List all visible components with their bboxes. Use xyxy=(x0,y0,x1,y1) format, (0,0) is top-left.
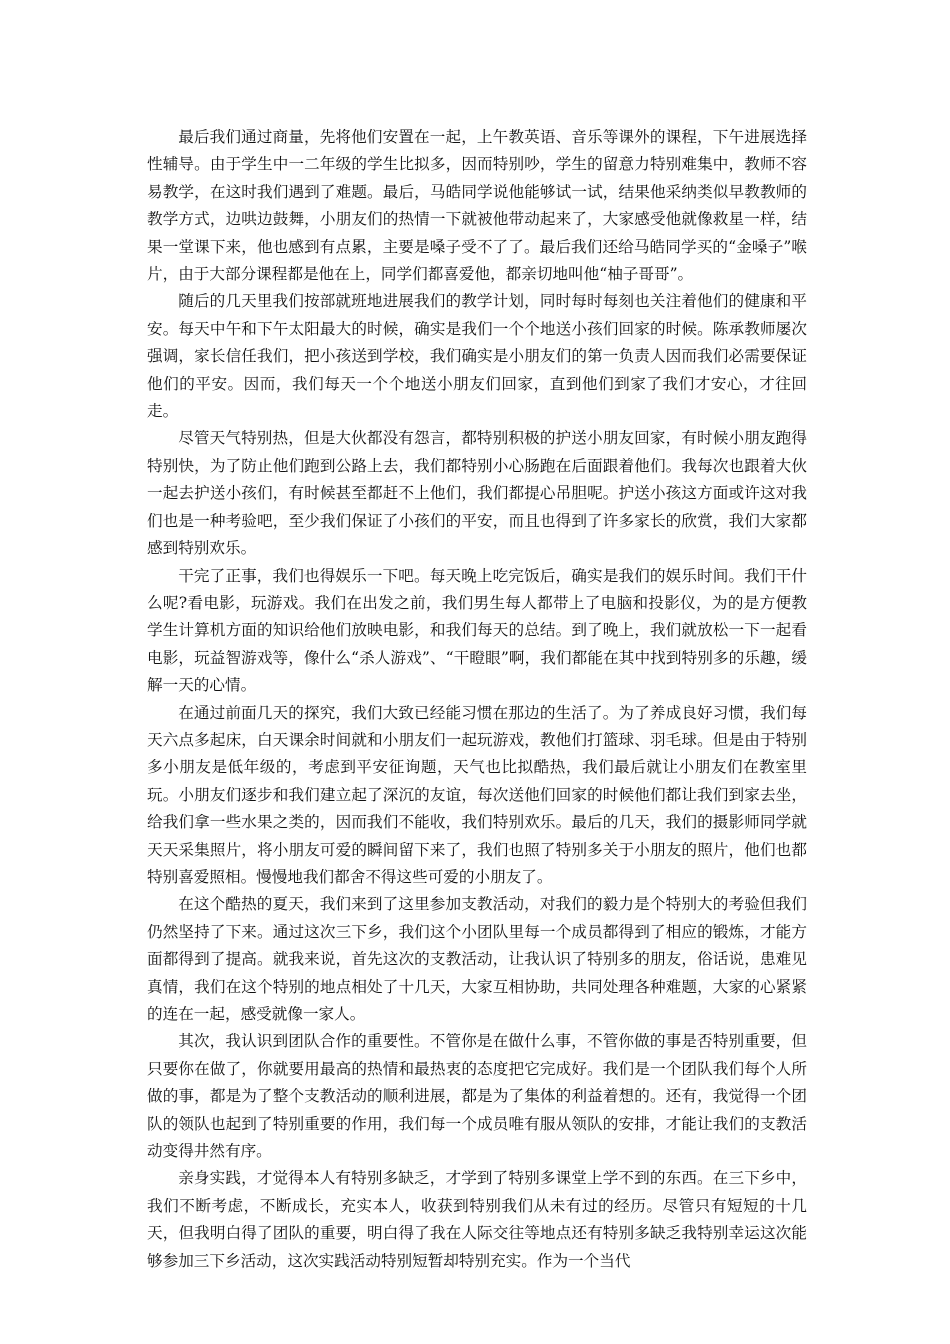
paragraph-5: 在通过前面几天的探究，我们大致已经能习惯在那边的生活了。为了养成良好习惯，我们每天六点多起床，白天课余时间就和小朋友们一起玩游戏，教他们打篮球、羽毛球。但是由于特别多小朋友是低年级的，考虑到平安征询题，天气也比拟酷热，我们最后就让小朋友们在教室里玩。小朋友们逐步和我们建立起了深沉的友谊，每次送他们回家的时候他们都让我们到家去坐，给我们拿一些水果之类的，因而我们不能收，我们特别欢乐。最后的几天，我们的摄影师同学就天天采集照片，将小朋友可爱的瞬间留下来了，我们也照了特别多关于小朋友的照片，他们也都特别喜爱照相。慢慢地我们都舍不得这些可爱的小朋友了。 xyxy=(147,703,807,886)
paragraph-2: 随后的几天里我们按部就班地进展我们的教学计划，同时每时每刻也关注着他们的健康和平安。每天中午和下午太阳最大的时候，确实是我们一个个地送小孩们回家的时候。陈承教师屡次强调，家长信任我们，把小孩送到学校，我们确实是小朋友们的第一负责人因而我们必需要保证他们的平安。因而，我们每天一个个地送小朋友们回家，直到他们到家了我们才安心，才往回走。 xyxy=(147,292,807,421)
paragraph-6: 在这个酷热的夏天，我们来到了这里参加支教活动，对我们的毅力是个特别大的考验但我们仍然坚持了下来。通过这次三下乡，我们这个小团队里每一个成员都得到了相应的锻炼，才能方面都得到了提高。就我来说，首先这次的支教活动，让我认识了特别多的朋友，俗话说，患难见真情，我们在这个特别的地点相处了十几天，大家互相协助，共同处理各种难题，大家的心紧紧的连在一起，感受就像一家人。 xyxy=(147,895,807,1023)
paragraph-1: 最后我们通过商量，先将他们安置在一起，上午教英语、音乐等课外的课程，下午进展选择性辅导。由于学生中一二年级的学生比拟多，因而特别吵，学生的留意力特别难集中，教师不容易教学，在这时我们遇到了难题。最后，马皓同学说他能够试一试，结果他采纳类似早教教师的教学方式，边哄边鼓舞，小朋友们的热情一下就被他带动起来了，大家感受他就像救星一样，结果一堂课下来，他也感到有点累，主要是嗓子受不了了。最后我们还给马皓同学买的“金嗓子”喉片，由于大部分课程都是他在上，同学们都喜爱他，都亲切地叫他“柚子哥哥”。 xyxy=(147,128,807,284)
paragraph-3: 尽管天气特别热，但是大伙都没有怨言，都特别积极的护送小朋友回家，有时候小朋友跑得特别快，为了防止他们跑到公路上去，我们都特别小心肠跑在后面跟着他们。我每次也跟着大伙一起去护送小孩们，有时候甚至都赶不上他们，我们都提心吊胆呢。护送小孩这方面或许这对我们也是一种考验吧，至少我们保证了小孩们的平安，而且也得到了许多家长的欣赏，我们大家都感到特别欢乐。 xyxy=(147,429,807,558)
paragraph-7: 其次，我认识到团队合作的重要性。不管你是在做什么事，不管你做的事是否特别重要，但只要你在做了，你就要用最高的热情和最热衷的态度把它完成好。我们是一个团队我们每个人所做的事，都是为了整个支教活动的顺利进展，都是为了集体的利益着想的。还有，我觉得一个团队的领队也起到了特别重要的作用，我们每一个成员唯有服从领队的安排，才能让我们的支教活动变得井然有序。 xyxy=(147,1032,807,1161)
document-page xyxy=(147,124,807,1275)
paragraph-4: 干完了正事，我们也得娱乐一下吧。每天晚上吃完饭后，确实是我们的娱乐时间。我们干什么呢?看电影，玩游戏。我们在出发之前，我们男生每人都带上了电脑和投影仪，为的是方便教学生计算机方面的知识给他们放映电影，和我们每天的总结。到了晚上，我们就放松一下一起看电影，玩益智游戏等，像什么“杀人游戏”、“干瞪眼”啊，我们都能在其中找到特别多的乐趣，缓解一天的心情。 xyxy=(147,566,807,695)
paragraph-8: 亲身实践，才觉得本人有特别多缺乏，才学到了特别多课堂上学不到的东西。在三下乡中，我们不断考虑，不断成长，充实本人，收获到特别我们从未有过的经历。尽管只有短短的十几天，但我明白得了团队的重要，明白得了我在人际交往等地点还有特别多缺乏我特别幸运这次能够参加三下乡活动，这次实践活动特别短暂却特别充实。作为一个当代 xyxy=(147,1169,807,1270)
